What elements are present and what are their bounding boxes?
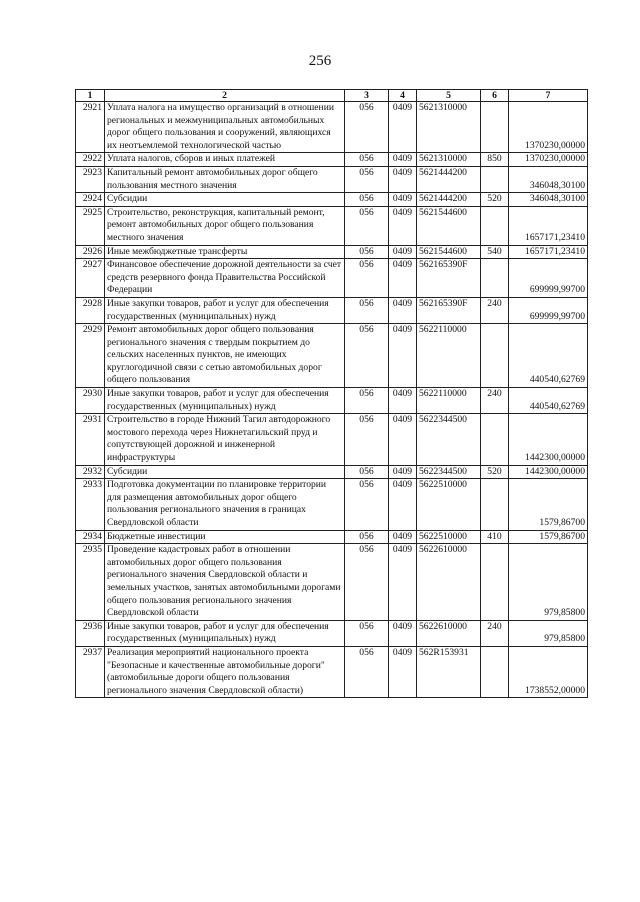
table-row [76, 259, 588, 298]
row-expense-type: 240 [481, 297, 509, 323]
row-razdel: 0409 [389, 206, 417, 245]
row-target-article: 5622510000 [417, 479, 481, 530]
row-expense-type: 240 [481, 620, 509, 646]
row-expense-type [481, 646, 509, 697]
col-header-5: 5 [417, 90, 481, 102]
row-vedomstvo: 056 [345, 259, 389, 298]
row-vedomstvo: 056 [345, 544, 389, 621]
row-name: Иные закупки товаров, работ и услуг для обеспечения государственных (муниципальных) нужд [105, 620, 345, 646]
row-name: Проведение кадастровых работ в отношении автомобильных дорог общего пользования регионального значения Свердловской области и земельных участков, занятых автомобильными дорогами общего пользования регионального значения Свердловской области [105, 544, 345, 621]
row-sum: 1657171,23410 [509, 245, 588, 259]
row-expense-type [481, 544, 509, 621]
row-number: 2937 [76, 646, 105, 697]
row-name: Реализация мероприятий национального проекта "Безопасные и качественные автомобильные дороги" (автомобильные дороги общего пользования регионального значения Свердловской области) [105, 646, 345, 697]
header-row [76, 90, 588, 102]
row-target-article: 5621444200 [417, 193, 481, 207]
row-vedomstvo: 056 [345, 646, 389, 697]
row-sum: 1738552,00000 [509, 646, 588, 697]
row-target-article: 5622610000 [417, 544, 481, 621]
row-number: 2933 [76, 479, 105, 530]
row-vedomstvo: 056 [345, 388, 389, 414]
row-razdel: 0409 [389, 465, 417, 479]
row-number: 2926 [76, 245, 105, 259]
row-expense-type: 850 [481, 153, 509, 167]
row-target-article: 562R153931 [417, 646, 481, 697]
table-row [76, 206, 588, 245]
row-vedomstvo: 056 [345, 324, 389, 388]
row-number: 2923 [76, 166, 105, 192]
row-target-article: 5622344500 [417, 414, 481, 465]
row-expense-type [481, 324, 509, 388]
row-razdel: 0409 [389, 102, 417, 153]
row-sum: 699999,99700 [509, 259, 588, 298]
row-number: 2934 [76, 530, 105, 544]
page-number: 256 [308, 53, 332, 69]
row-number: 2930 [76, 388, 105, 414]
row-name: Финансовое обеспечение дорожной деятельности за счет средств резервного фонда Правительства Российской Федерации [105, 259, 345, 298]
row-target-article: 5622344500 [417, 465, 481, 479]
row-vedomstvo: 056 [345, 479, 389, 530]
row-name: Строительство в городе Нижний Тагил автодорожного мостового перехода через Нижнетагильский пруд и сопутствующей дорожной и инженерной инфраструктуры [105, 414, 345, 465]
row-number: 2922 [76, 153, 105, 167]
row-sum: 1370230,00000 [509, 153, 588, 167]
row-name: Иные закупки товаров, работ и услуг для обеспечения государственных (муниципальных) нужд [105, 388, 345, 414]
row-vedomstvo: 056 [345, 465, 389, 479]
row-name: Бюджетные инвестиции [105, 530, 345, 544]
row-razdel: 0409 [389, 646, 417, 697]
table-row [76, 193, 588, 207]
table-row [76, 414, 588, 465]
row-vedomstvo: 056 [345, 530, 389, 544]
row-sum: 440540,62769 [509, 388, 588, 414]
row-target-article: 5621310000 [417, 153, 481, 167]
row-target-article: 5621310000 [417, 102, 481, 153]
table-row [76, 479, 588, 530]
row-sum: 1370230,00000 [509, 102, 588, 153]
row-sum: 440540,62769 [509, 324, 588, 388]
row-target-article: 5622610000 [417, 620, 481, 646]
row-sum: 1579,86700 [509, 479, 588, 530]
row-vedomstvo: 056 [345, 414, 389, 465]
table-row [76, 153, 588, 167]
row-expense-type: 240 [481, 388, 509, 414]
row-sum: 1579,86700 [509, 530, 588, 544]
row-expense-type [481, 479, 509, 530]
row-razdel: 0409 [389, 193, 417, 207]
table-row [76, 102, 588, 153]
row-razdel: 0409 [389, 324, 417, 388]
row-number: 2928 [76, 297, 105, 323]
table-row [76, 166, 588, 192]
row-target-article: 5621444200 [417, 166, 481, 192]
row-sum: 346048,30100 [509, 166, 588, 192]
row-razdel: 0409 [389, 245, 417, 259]
row-expense-type [481, 414, 509, 465]
row-name: Уплата налога на имущество организаций в отношении региональных и межмуниципальных автомобильных дорог общего пользования и сооружений, являющихся их неотъемлемой технологической частью [105, 102, 345, 153]
row-expense-type [481, 206, 509, 245]
row-sum: 979,85800 [509, 544, 588, 621]
row-sum: 979,85800 [509, 620, 588, 646]
row-target-article: 5621544600 [417, 245, 481, 259]
row-target-article: 5622110000 [417, 388, 481, 414]
row-number: 2932 [76, 465, 105, 479]
row-expense-type [481, 102, 509, 153]
row-vedomstvo: 056 [345, 102, 389, 153]
row-vedomstvo: 056 [345, 620, 389, 646]
row-razdel: 0409 [389, 479, 417, 530]
row-expense-type: 520 [481, 193, 509, 207]
row-name: Субсидии [105, 193, 345, 207]
table-row [76, 388, 588, 414]
row-name: Уплата налогов, сборов и иных платежей [105, 153, 345, 167]
row-razdel: 0409 [389, 414, 417, 465]
row-number: 2936 [76, 620, 105, 646]
row-vedomstvo: 056 [345, 297, 389, 323]
table-row [76, 620, 588, 646]
col-header-4: 4 [389, 90, 417, 102]
row-expense-type: 520 [481, 465, 509, 479]
row-sum: 1442300,00000 [509, 465, 588, 479]
row-name: Иные межбюджетные трансферты [105, 245, 345, 259]
table-row [76, 245, 588, 259]
row-razdel: 0409 [389, 166, 417, 192]
row-razdel: 0409 [389, 620, 417, 646]
row-vedomstvo: 056 [345, 166, 389, 192]
row-razdel: 0409 [389, 297, 417, 323]
row-name: Подготовка документации по планировке территории для размещения автомобильных дорог общего пользования регионального значения в границах Свердловской области [105, 479, 345, 530]
table-row [76, 324, 588, 388]
col-header-3: 3 [345, 90, 389, 102]
row-expense-type [481, 166, 509, 192]
col-header-6: 6 [481, 90, 509, 102]
row-expense-type [481, 259, 509, 298]
row-vedomstvo: 056 [345, 193, 389, 207]
row-razdel: 0409 [389, 530, 417, 544]
row-target-article: 562165390F [417, 297, 481, 323]
row-expense-type: 410 [481, 530, 509, 544]
table-row [76, 646, 588, 697]
row-number: 2924 [76, 193, 105, 207]
row-target-article: 5622510000 [417, 530, 481, 544]
row-razdel: 0409 [389, 153, 417, 167]
row-target-article: 562165390F [417, 259, 481, 298]
row-sum: 346048,30100 [509, 193, 588, 207]
row-number: 2921 [76, 102, 105, 153]
row-razdel: 0409 [389, 259, 417, 298]
row-name: Строительство, реконструкция, капитальный ремонт, ремонт автомобильных дорог общего пользования местного значения [105, 206, 345, 245]
budget-table [75, 89, 588, 698]
row-target-article: 5621544600 [417, 206, 481, 245]
table-row [76, 297, 588, 323]
row-expense-type: 540 [481, 245, 509, 259]
col-header-7: 7 [509, 90, 588, 102]
row-number: 2925 [76, 206, 105, 245]
col-header-1: 1 [76, 90, 105, 102]
row-vedomstvo: 056 [345, 206, 389, 245]
table-row [76, 544, 588, 621]
table-row [76, 530, 588, 544]
row-name: Капитальный ремонт автомобильных дорог общего пользования местного значения [105, 166, 345, 192]
row-target-article: 5622110000 [417, 324, 481, 388]
row-number: 2931 [76, 414, 105, 465]
row-number: 2929 [76, 324, 105, 388]
row-razdel: 0409 [389, 388, 417, 414]
table-row [76, 465, 588, 479]
row-number: 2927 [76, 259, 105, 298]
row-vedomstvo: 056 [345, 245, 389, 259]
row-vedomstvo: 056 [345, 153, 389, 167]
row-name: Иные закупки товаров, работ и услуг для обеспечения государственных (муниципальных) нужд [105, 297, 345, 323]
row-sum: 699999,99700 [509, 297, 588, 323]
row-name: Субсидии [105, 465, 345, 479]
row-name: Ремонт автомобильных дорог общего пользования регионального значения с твердым покрытием до сельских населенных пунктов, не имеющих круглогодичной связи с сетью автомобильных дорог общего пользования [105, 324, 345, 388]
row-sum: 1657171,23410 [509, 206, 588, 245]
row-sum: 1442300,00000 [509, 414, 588, 465]
row-number: 2935 [76, 544, 105, 621]
row-razdel: 0409 [389, 544, 417, 621]
col-header-2: 2 [105, 90, 345, 102]
